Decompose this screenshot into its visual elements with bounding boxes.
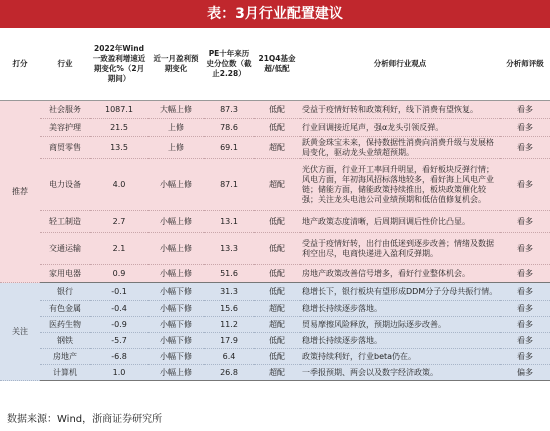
profit-revision-cell: 2.1 [90,233,148,265]
pe-percentile-cell: 87.1 [204,159,254,211]
table-row [0,365,550,381]
fund-allocation-cell: 低配 [254,211,300,233]
profit-revision-cell: 1.0 [90,365,148,381]
header-analyst-rating: 分析师评级 [506,59,544,68]
profit-change-cell: 小幅上修 [148,365,204,381]
header-q4-fund: 21Q4基金超/低配 [258,54,296,73]
profit-revision-cell: -6.8 [90,349,148,365]
analyst-rating-cell: 看多 [500,333,550,349]
profit-revision-cell: 4.0 [90,159,148,211]
pe-percentile-cell: 13.1 [204,211,254,233]
industry-allocation-table [0,28,550,381]
fund-allocation-cell: 超配 [254,317,300,333]
pe-percentile-cell: 78.6 [204,119,254,137]
profit-change-cell: 小幅下修 [148,333,204,349]
analyst-rating-cell: 看多 [500,265,550,283]
pe-percentile-cell: 26.8 [204,365,254,381]
analyst-rating-cell: 看多 [500,233,550,265]
fund-allocation-cell: 超配 [254,365,300,381]
fund-allocation-cell: 低配 [254,101,300,119]
profit-change-cell: 小幅下修 [148,283,204,301]
pe-percentile-cell: 6.4 [204,349,254,365]
pe-percentile-cell: 15.6 [204,301,254,317]
table-row [0,265,550,283]
group-label: 推荐 [0,101,40,283]
analyst-rating-cell: 看多 [500,349,550,365]
fund-allocation-cell: 低配 [254,265,300,283]
table-row [0,317,550,333]
fund-allocation-cell: 低配 [254,283,300,301]
profit-revision-cell: -5.7 [90,333,148,349]
analyst-rating-cell: 看多 [500,283,550,301]
profit-change-cell: 小幅下修 [148,349,204,365]
profit-revision-cell: 13.5 [90,137,148,159]
analyst-view-cell: 稳增长下，银行板块有望形成DDM分子分母共振行情。 [300,283,500,301]
profit-revision-cell: -0.9 [90,317,148,333]
analyst-view-cell: 受益于疫情好转，出行由低迷到逐步改善；情绪及数据利空出尽，电商快递进入盈利反弹期。 [300,233,500,265]
analyst-view-cell: 稳增长持续逐步落地。 [300,333,500,349]
pe-percentile-cell: 87.3 [204,101,254,119]
profit-change-cell: 小幅上修 [148,233,204,265]
analyst-rating-cell: 看多 [500,211,550,233]
industry-cell: 交通运输 [40,233,90,265]
industry-cell: 有色金属 [40,301,90,317]
profit-change-cell: 大幅上修 [148,101,204,119]
fund-allocation-cell: 超配 [254,137,300,159]
data-source: 数据来源：Wind，浙商证券研究所 [7,414,163,425]
analyst-view-cell: 跃黄金珠宝未来，保持数据性消费向消费升级与发展格局变化，驱动龙头业绩超预期。 [300,137,500,159]
analyst-view-cell: 光伏方面，行业开工率回升明显，看好板块反弹行情；风电方面，年初海风招标落地较多，看好海上风电产业链；储能方面，储能政策持续推出，板块政策催化较强；关注龙头电池公司业绩预期和低估值修复机会。 [300,159,500,211]
analyst-rating-cell: 看多 [500,101,550,119]
industry-cell: 轻工制造 [40,211,90,233]
table-row [0,283,550,301]
table-row [0,211,550,233]
profit-revision-cell: -0.1 [90,283,148,301]
analyst-view-cell: 房地产政策改善信号增多，看好行业整体机会。 [300,265,500,283]
profit-revision-cell: 21.5 [90,119,148,137]
pe-percentile-cell: 51.6 [204,265,254,283]
fund-allocation-cell: 低配 [254,333,300,349]
table-row [0,137,550,159]
header-profit-change: 近一月盈利预期变化 [153,54,199,73]
analyst-rating-cell: 看多 [500,119,550,137]
table-row [0,301,550,317]
industry-cell: 医药生物 [40,317,90,333]
industry-cell: 家用电器 [40,265,90,283]
profit-change-cell: 小幅上修 [148,211,204,233]
analyst-rating-cell: 看多 [500,137,550,159]
profit-revision-cell: -0.4 [90,301,148,317]
profit-change-cell: 小幅上修 [148,159,204,211]
fund-allocation-cell: 超配 [254,301,300,317]
header-pe-percentile: PE十年来历史分位数（截止2.28） [206,49,252,78]
analyst-view-cell: 稳增长持续逐步落地。 [300,301,500,317]
industry-cell: 商贸零售 [40,137,90,159]
analyst-view-cell: 行业回调接近尾声，强α龙头引领反弹。 [300,119,500,137]
industry-cell: 房地产 [40,349,90,365]
pe-percentile-cell: 13.3 [204,233,254,265]
fund-allocation-cell: 超配 [254,159,300,211]
table-title: 表：3月行业配置建议 [0,0,550,28]
analyst-rating-cell: 看多 [500,159,550,211]
industry-cell: 社会服务 [40,101,90,119]
analyst-view-cell: 地产政策态度清晰，后周期回调后性价比凸显。 [300,211,500,233]
analyst-rating-cell: 偏多 [500,365,550,381]
header-industry: 行业 [57,59,73,68]
pe-percentile-cell: 17.9 [204,333,254,349]
table-row [0,233,550,265]
profit-revision-cell: 2.7 [90,211,148,233]
pe-percentile-cell: 69.1 [204,137,254,159]
profit-change-cell: 小幅下修 [148,317,204,333]
table-row [0,101,550,119]
analyst-view-cell: 政策持续利好，行业beta仍在。 [300,349,500,365]
profit-revision-cell: 1087.1 [90,101,148,119]
profit-change-cell: 上修 [148,119,204,137]
fund-allocation-cell: 低配 [254,119,300,137]
fund-allocation-cell: 低配 [254,349,300,365]
industry-cell: 银行 [40,283,90,301]
profit-change-cell: 小幅上修 [148,265,204,283]
profit-revision-cell: 0.9 [90,265,148,283]
industry-cell: 计算机 [40,365,90,381]
analyst-view-cell: 一季报预期、两会以及数字经济政策。 [300,365,500,381]
pe-percentile-cell: 11.2 [204,317,254,333]
profit-change-cell: 小幅下修 [148,301,204,317]
fund-allocation-cell: 低配 [254,233,300,265]
table-row [0,159,550,211]
analyst-view-cell: 受益于疫情好转和政策利好，线下消费有望恢复。 [300,101,500,119]
header-row [0,28,550,101]
profit-change-cell: 上修 [148,137,204,159]
analyst-rating-cell: 看多 [500,301,550,317]
table-row [0,349,550,365]
table-row [0,333,550,349]
header-profit-revision: 2022年Wind一致盈利增速近期变化%（2月期间） [92,44,146,83]
analyst-view-cell: 贸易摩擦风险释放，预期边际逐步改善。 [300,317,500,333]
industry-cell: 电力设备 [40,159,90,211]
header-rating: 打分 [12,59,28,68]
industry-cell: 钢铁 [40,333,90,349]
analyst-rating-cell: 看多 [500,317,550,333]
pe-percentile-cell: 31.3 [204,283,254,301]
industry-cell: 美容护理 [40,119,90,137]
header-analyst-view: 分析师行业观点 [373,59,427,68]
group-label: 关注 [0,283,40,381]
table-row [0,119,550,137]
